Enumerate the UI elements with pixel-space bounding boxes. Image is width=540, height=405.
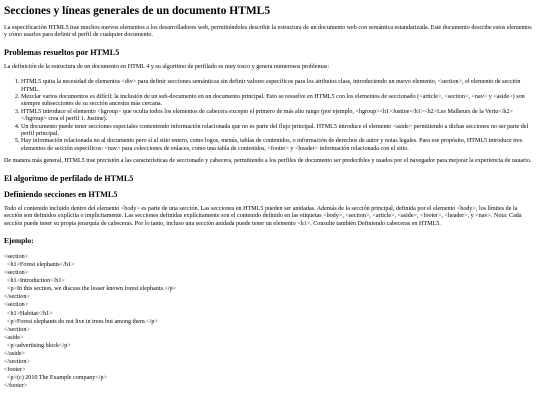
- example-label: Ejemplo:: [4, 235, 34, 245]
- problems-conclusion-paragraph: De manera más general, HTML5 trae precisión a las características de seccionado y cabecera, permitiendo a los perfiles de documento ser predecibles y usados por el navegador para mejorar la experiencia de usuario.: [4, 158, 532, 165]
- list-item: 5. Hay información relacionada no al documento pero sí al sitio entero, como logos, menús, tablas de contenidos, o información de derechos de autor y notas legales. Para ese propósito, HTML5 introduce tres elementos de sección específicos: <nav> para colecciones de enlaces, como una tabla de contenidos, <footer> y <header> información relacionada con el sitio.: [21, 138, 536, 153]
- page-title: Secciones y líneas generales de un documento HTML5: [4, 5, 271, 17]
- sections-body-paragraph: Todo el contenido incluido dentro del elemento <body> es parte de una sección. Las secciones en HTML5 pueden ser anidadas. Además de la sección principal, definida por el elemento <body>, los límites de la sección son definidos explícita o implícitamente. Las secciones definidas explícitamente son el contenido definido en las etiquetas <body>, <section>, <article>, <aside>, <footer>, <header>, y <nav>. Nota: Cada sección puede tener su propia jerarquía de cabeceras. Por lo tanto, incluso una sección anidada puede tener un elemento <h1>. Consulte también Definiendo cabeceras en HTML5.: [4, 205, 522, 227]
- algorithm-heading: El algoritmo de perfilado de HTML5: [4, 173, 134, 183]
- list-item: 2. Mezclar varios documentos es difícil: la inclusión de un sub-documento en un documento principal. Esto se resuelve en HTML5 con los elementos de seccionado (<article>, <section>, <nav> y <aside>) son siempre subsecciones de su sección ancestra más cercana.: [21, 94, 536, 109]
- problems-heading: Problemas resueltos por HTML5: [4, 47, 120, 57]
- list-item: 4. Un documento puede tener secciones especiales conteniendo información relacionada que no es parte del flujo principal. HTML5 introduce el elemento <aside> permitiendo a dichas secciones no ser parte del perfil principal.: [21, 124, 536, 139]
- sections-heading: Definiendo secciones en HTML5: [4, 189, 118, 199]
- problems-list: [4, 79, 536, 153]
- intro-paragraph: La especificación HTML5 trae muchos nuevos elementos a los desarrolladores web, permitiéndoles describir la estructura de un documento web con semántica estandarizada. Este documento describe estos elementos y cómo usarlos para definir el perfil de cualquier documento.: [4, 25, 532, 39]
- example-code-block: <section> <h1>Forest elephants</h1> <section> <h1>Introduction</h1> <p>In this section, we discuss the lesser known forest elephants.</p> </section> <section> <h1>Habitat</h1> <p>Forest elephants do not live in trees but among them.</p> </section> <aside> <p>advertising block</p> </aside> </section> <footer> <p>(c) 2010 The Example company</p> </footer>: [4, 253, 176, 390]
- list-item: 3. HTML5 introduce el elemento <hgroup> que oculta todos los elementos de cabecera excepto el primero de más alto rango (por ejemplo, <hgroup><h1>Justine</h1><h2>Les Malheurs de la Vertu</h2></hgroup> crea el perfil 1. Justine).: [21, 109, 536, 124]
- problems-lead-paragraph: La definición de la estructura de un documento en HTML 4 y su algoritmo de perfilado es muy tosco y genera numerosos problemas:: [4, 63, 330, 70]
- document-page: [4, 4, 536, 391]
- list-item: 1. HTML5 quita la necesidad de elementos <div> para definir secciones semánticas sin definir valores específicos para los atributos class, introduciendo un nuevo elemento, <section>, el elemento de sección HTML.: [21, 79, 536, 94]
